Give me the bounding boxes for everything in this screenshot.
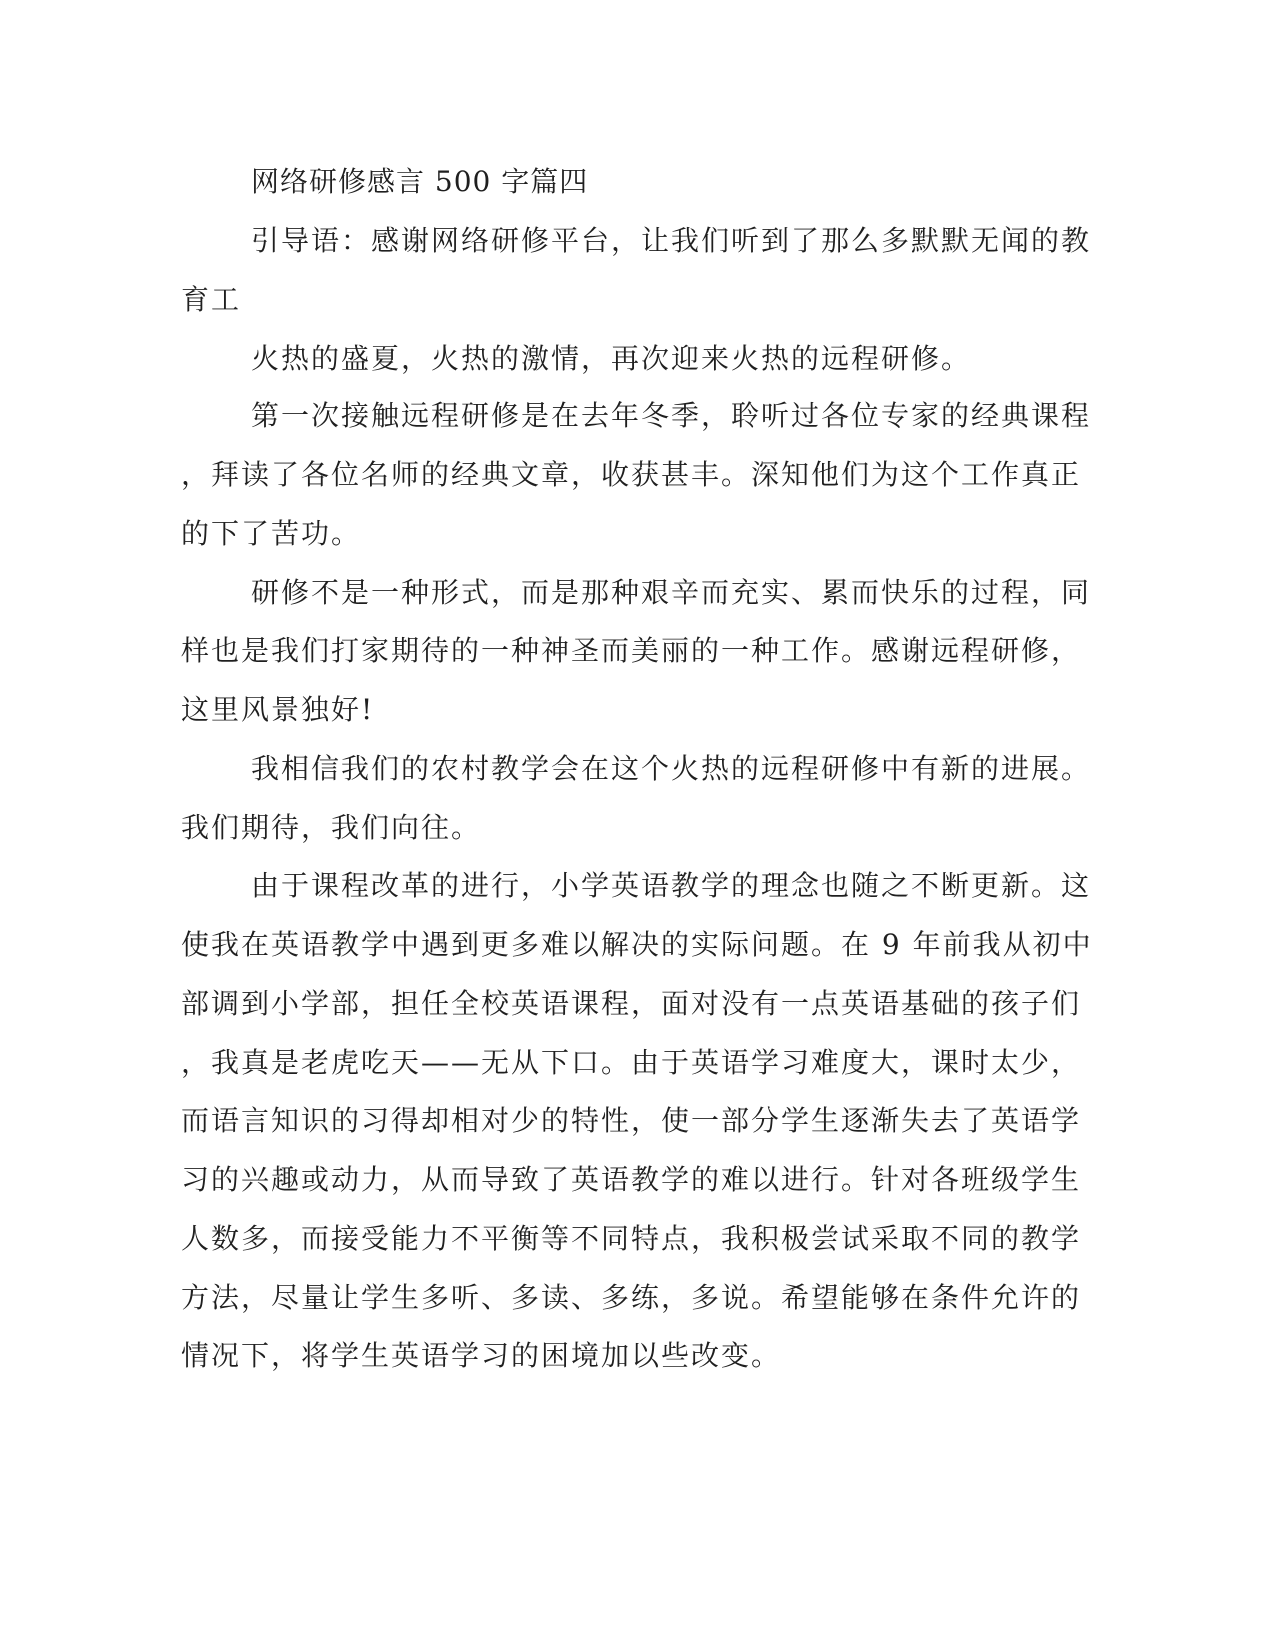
document-title: 网络研修感言 500 字篇四 — [251, 165, 589, 198]
paragraph-1-line-2: 育工 — [181, 283, 242, 316]
paragraph-6-line-9: 情况下，将学生英语学习的困境加以些改变。 — [181, 1339, 782, 1372]
paragraph-6-line-1: 由于课程改革的进行，小学英语教学的理念也随之不断更新。这 — [251, 869, 1092, 902]
paragraph-3-line-1: 第一次接触远程研修是在去年冬季，聆听过各位专家的经典课程 — [251, 399, 1092, 432]
paragraph-3-line-2: ，拜读了各位名师的经典文章，收获甚丰。深知他们为这个工作真正 — [181, 458, 1082, 491]
paragraph-5-line-1: 我相信我们的农村教学会在这个火热的远程研修中有新的进展。 — [251, 752, 1092, 785]
paragraph-6-line-4: ，我真是老虎吃天——无从下口。由于英语学习难度大，课时太少， — [181, 1046, 1082, 1079]
paragraph-6-line-3: 部调到小学部，担任全校英语课程，面对没有一点英语基础的孩子们 — [181, 987, 1082, 1020]
paragraph-4-line-2: 样也是我们打家期待的一种神圣而美丽的一种工作。感谢远程研修， — [181, 634, 1082, 667]
paragraph-6-line-5: 而语言知识的习得却相对少的特性，使一部分学生逐渐失去了英语学 — [181, 1104, 1082, 1137]
paragraph-4-line-3: 这里风景独好! — [181, 693, 375, 726]
paragraph-3-line-3: 的下了苦功。 — [181, 517, 362, 550]
paragraph-2-line-1: 火热的盛夏，火热的激情，再次迎来火热的远程研修。 — [251, 342, 972, 375]
paragraph-6-line-6: 习的兴趣或动力，从而导致了英语教学的难以进行。针对各班级学生 — [181, 1163, 1082, 1196]
paragraph-5-line-2: 我们期待，我们向往。 — [181, 811, 482, 844]
paragraph-6-line-7: 人数多，而接受能力不平衡等不同特点，我积极尝试采取不同的教学 — [181, 1222, 1082, 1255]
paragraph-6-line-2: 使我在英语教学中遇到更多难以解决的实际问题。在 9 年前我从初中 — [181, 928, 1093, 961]
paragraph-1-line-1: 引导语：感谢网络研修平台，让我们听到了那么多默默无闻的教 — [251, 224, 1092, 257]
paragraph-4-line-1: 研修不是一种形式，而是那种艰辛而充实、累而快乐的过程，同 — [251, 576, 1092, 609]
paragraph-6-line-8: 方法，尽量让学生多听、多读、多练，多说。希望能够在条件允许的 — [181, 1281, 1082, 1314]
